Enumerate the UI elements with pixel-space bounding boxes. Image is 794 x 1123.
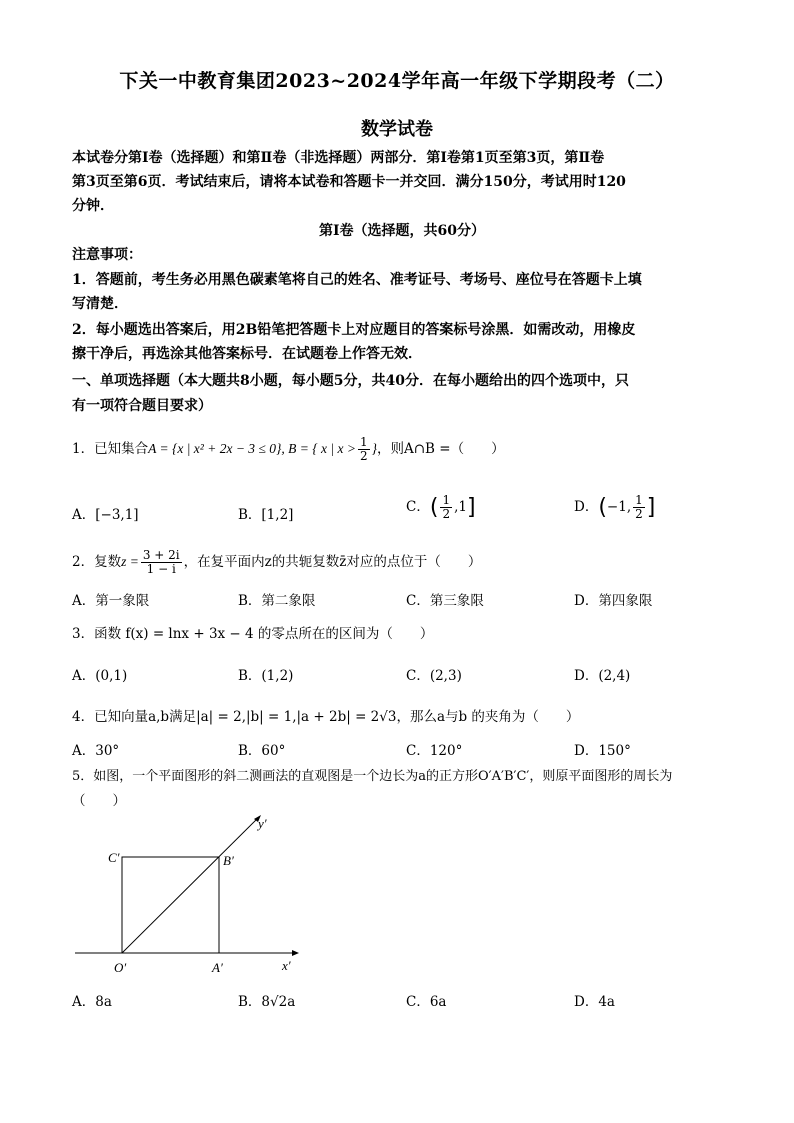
notice-1-line-2: 写清楚．: [72, 296, 128, 312]
q5-option-a[interactable]: A．8a: [72, 994, 112, 1010]
q2-z-eq: z =: [121, 554, 139, 569]
q1-c-frac-den: 2: [442, 507, 451, 521]
exam-subtitle: 数学试卷: [361, 119, 433, 140]
section-heading: 第Ⅰ卷（选择题，共60分）: [318, 223, 486, 239]
q1-c-open-paren: (: [429, 495, 439, 520]
question-5-line-2: （ ）: [72, 793, 126, 809]
q5-option-d[interactable]: D．4a: [574, 994, 615, 1010]
q1-c-frac-num: 1: [442, 493, 451, 507]
q1-d-frac-num: 1: [635, 493, 643, 507]
q5-option-b[interactable]: B．8√2a: [238, 994, 296, 1010]
q1-d-close-bracket: ]: [646, 495, 656, 520]
q1-option-b[interactable]: B．[1,2]: [238, 507, 294, 523]
q2-option-d[interactable]: D．第四象限: [574, 593, 653, 609]
q1-prefix: 1．已知集合: [72, 441, 149, 457]
x-axis-arrow: [292, 950, 299, 956]
label-y: y′: [258, 816, 267, 831]
q2-prefix: 2．复数: [72, 554, 122, 570]
oblique-square-figure: [70, 810, 310, 980]
q1-c-comma-value: ,: [454, 499, 459, 515]
part-title-line-1: 一、单项选择题（本大题共8小题，每小题5分，共40分．在每小题给出的四个选项中，只: [72, 373, 629, 389]
q2-frac-num: 3 + 2i: [142, 548, 180, 562]
q1-d-fraction: [633, 494, 645, 521]
notice-2-line-2: 擦干净后，再选涂其他答案标号．在试题卷上作答无效．: [72, 346, 422, 362]
question-1: [72, 434, 732, 464]
q5-option-c[interactable]: C．6a: [406, 994, 447, 1010]
q4-option-c[interactable]: C．120°: [406, 743, 463, 759]
notice-title: 注意事项：: [72, 247, 142, 263]
label-a: A′: [212, 960, 223, 975]
q1-option-d[interactable]: [574, 494, 655, 521]
exam-title: 下关一中教育集团2023~2024学年高一年级下学期段考（二）: [119, 70, 675, 92]
question-3: 3．函数 f(x) = lnx + 3x − 4 的零点所在的区间为（ ）: [72, 626, 434, 642]
q1-set-a: A = {x | x² + 2x − 3 ≤ 0}: [148, 441, 282, 456]
notice-2-line-1: 2．每小题选出答案后，用2B铅笔把答题卡上对应题目的答案标号涂黑．如需改动，用橡皮: [72, 322, 636, 338]
q1-d-open-paren: (: [598, 495, 607, 520]
question-2: [72, 547, 732, 577]
q4-option-b[interactable]: B．60°: [238, 743, 286, 759]
q2-option-c[interactable]: C．第三象限: [406, 593, 484, 609]
q1-option-a[interactable]: A．[−3,1]: [72, 507, 139, 523]
q3-option-c[interactable]: C．(2,3): [406, 668, 462, 684]
q1-option-c-label: C．: [406, 499, 430, 515]
label-b: B′: [223, 853, 234, 868]
q1-frac-den: 2: [359, 449, 368, 463]
q1-set-b-pre: , B = { x | x >: [281, 441, 356, 456]
q1-option-d-label: D．: [574, 499, 599, 515]
q1-c-value: 1: [458, 499, 467, 515]
q3-option-a[interactable]: A．(0,1): [72, 668, 128, 684]
q2-frac-den: 1 − i: [146, 562, 176, 576]
part-title-line-2: 有一项符合题目要求）: [72, 398, 212, 414]
q1-fraction: [358, 436, 370, 463]
q1-c-close-bracket: ]: [466, 495, 476, 520]
q2-suffix: ，在复平面内z的共轭复数z̄对应的点位于（ ）: [183, 554, 482, 570]
q1-d-frac-den: 2: [635, 507, 643, 521]
q4-option-d[interactable]: D．150°: [574, 743, 631, 759]
q1-set-b-post: }: [371, 441, 377, 456]
q1-d-value: −1,: [606, 499, 632, 515]
intro-line-3: 分钟．: [72, 198, 114, 214]
q1-suffix: ，则A∩B =（ ）: [376, 441, 505, 457]
q1-c-fraction: [440, 494, 452, 521]
q2-option-b[interactable]: B．第二象限: [238, 593, 316, 609]
notice-1-line-1: 1．答题前，考生务必用黑色碳素笔将自己的姓名、准考证号、考场号、座位号在答题卡上填: [72, 272, 642, 288]
intro-line-2: 第3页至第6页．考试结束后，请将本试卷和答题卡一并交回．满分150分，考试用时120: [72, 174, 626, 190]
intro-line-1: 本试卷分第Ⅰ卷（选择题）和第Ⅱ卷（非选择题）两部分．第Ⅰ卷第1页至第3页，第Ⅱ卷: [72, 150, 605, 166]
q1-option-c[interactable]: [406, 494, 476, 521]
q1-frac-num: 1: [359, 435, 368, 449]
label-x: x′: [282, 958, 291, 973]
question-5-line-1: 5．如图，一个平面图形的斜二测画法的直观图是一个边长为a的正方形O′A′B′C′，则原平面图形的周长为: [72, 769, 673, 784]
q4-option-a[interactable]: A．30°: [72, 743, 120, 759]
q3-option-b[interactable]: B．(1,2): [238, 668, 294, 684]
q2-option-a[interactable]: A．第一象限: [72, 593, 150, 609]
q2-fraction: [141, 549, 182, 576]
label-o: O′: [114, 960, 127, 975]
question-4: 4．已知向量a,b满足|a| = 2,|b| = 1,|a + 2b| = 2√3，那么a与b 的夹角为（ ）: [72, 709, 580, 725]
y-axis-line: [122, 818, 258, 953]
label-c: C′: [108, 850, 120, 865]
q3-option-d[interactable]: D．(2,4): [574, 668, 631, 684]
